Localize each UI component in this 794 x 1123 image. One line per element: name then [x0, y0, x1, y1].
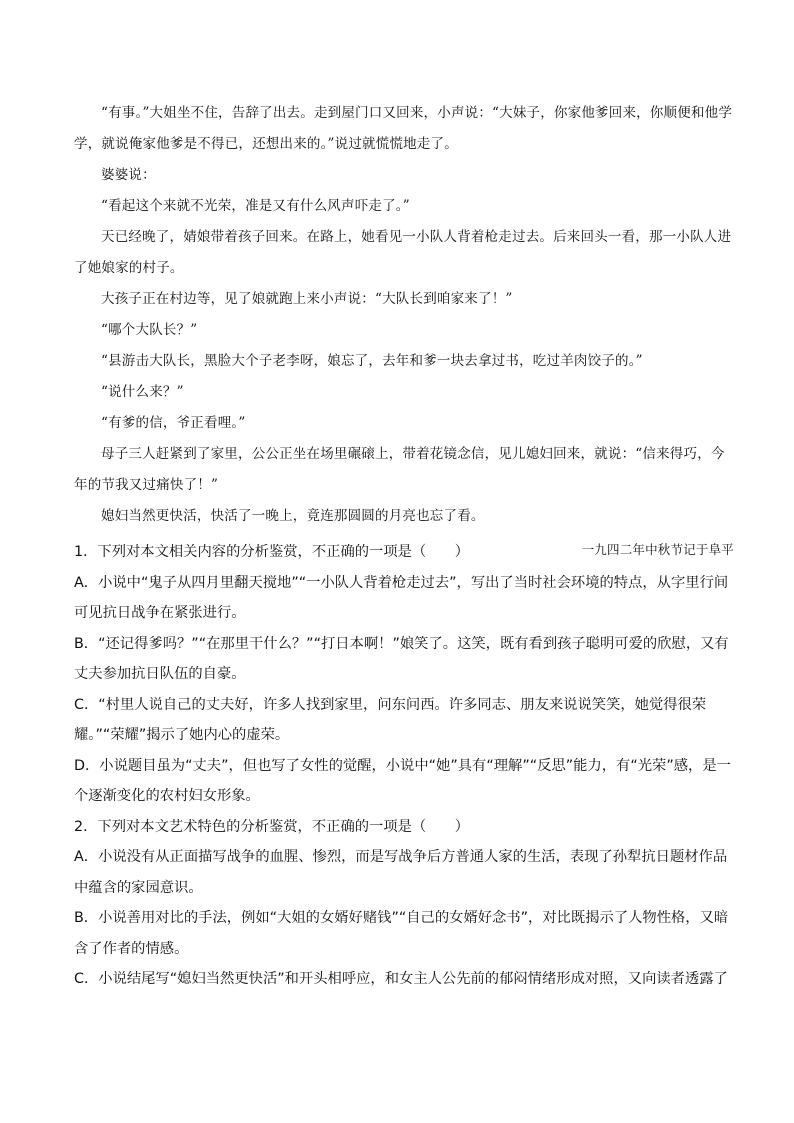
story-paragraph: 大孩子正在村边等，见了娘就跑上来小声说：“大队长到咱家来了！”	[101, 291, 513, 307]
question-2-option-b: B．小说善用对比的手法，例如“大姐的女婿好赌钱”“自己的女婿好念书”，对比既揭示了人物性格，又暗含了作者的情感。	[74, 910, 729, 957]
story-paragraph: 婆婆说：	[101, 167, 156, 183]
question-1-option-a: A．小说中“鬼子从四月里翻天搅地”“一小队人背着枪走过去”，写出了当时社会环境的特点，从字里行间可见抗日战争在紧张进行。	[74, 574, 729, 621]
story-paragraph: 天已经晚了，婧娘带着孩子回来。在路上，她看见一小队人背着枪走过去。后来回头一看，那一小队人进了她娘家的村子。	[74, 229, 732, 276]
story-paragraph: “看起这个来就不光荣，准是又有什么风声吓走了。”	[101, 198, 410, 214]
story-paragraph: “县游击大队长，黑脸大个子老李呀，娘忘了，去年和爹一块去拿过书，吃过羊肉饺子的。”	[101, 353, 643, 369]
question-1-option-c: C．“村里人说自己的丈夫好，许多人找到家里，问东问西。许多同志、朋友来说说笑笑，她觉得很荣耀。”“荣耀”揭示了她内心的虚荣。	[74, 696, 707, 743]
story-paragraph: “哪个大队长？”	[101, 322, 198, 338]
question-2-stem: 2．下列对本文艺术特色的分析鉴赏，不正确的一项是（ ）	[74, 818, 470, 835]
question-2-option-c: C．小说结尾写“媳妇当然更快活”和开头相呼应，和女主人公先前的郁闷情绪形成对照，又向读者透露了	[74, 971, 728, 987]
question-1-option-b: B．“还记得爹吗？”“在那里干什么？”“打日本啊！”娘笑了。这笑，既有看到孩子聪明可爱的欣慰，又有丈夫参加抗日队伍的自豪。	[74, 635, 729, 682]
story-paragraph: “有爹的信，爷正看哩。”	[101, 415, 246, 431]
story-paragraph: 媳妇当然更快活，快活了一晚上，竟连那圆圆的月亮也忘了看。	[101, 508, 485, 524]
story-paragraph: “说什么来？”	[101, 384, 184, 400]
story-paragraph: 母子三人赶紧到了家里，公公正坐在场里碾磙上，带着花镜念信，见儿媳妇回来，就说：“信来得巧，今年的节我又过痛快了！”	[74, 446, 725, 493]
question-1-option-d: D．小说题目虽为“丈夫”，但也写了女性的觉醒，小说中“她”具有“理解”“反思”能力，有“光荣”感，是一个逐渐变化的农村妇女形象。	[74, 757, 731, 804]
story-signature: 一九四二年中秋节记于阜平	[581, 542, 734, 557]
question-1-stem: 1．下列对本文相关内容的分析鉴赏，不正确的一项是（ ）	[74, 544, 470, 560]
story-paragraph: “有事。”大姐坐不住，告辞了出去。走到屋门口又回来，小声说：“大妹子，你家他爹回来，你顺便和他学学，就说俺家他爹是不得已，还想出来的。”说过就慌慌地走了。	[74, 105, 733, 152]
question-section	[74, 537, 734, 995]
question-2-option-a: A．小说没有从正面描写战争的血腥、惨烈，而是写战争后方普通人家的生活，表现了孙犁抗日题材作品中蕴含的家园意识。	[74, 849, 728, 896]
story-excerpt	[74, 98, 734, 565]
